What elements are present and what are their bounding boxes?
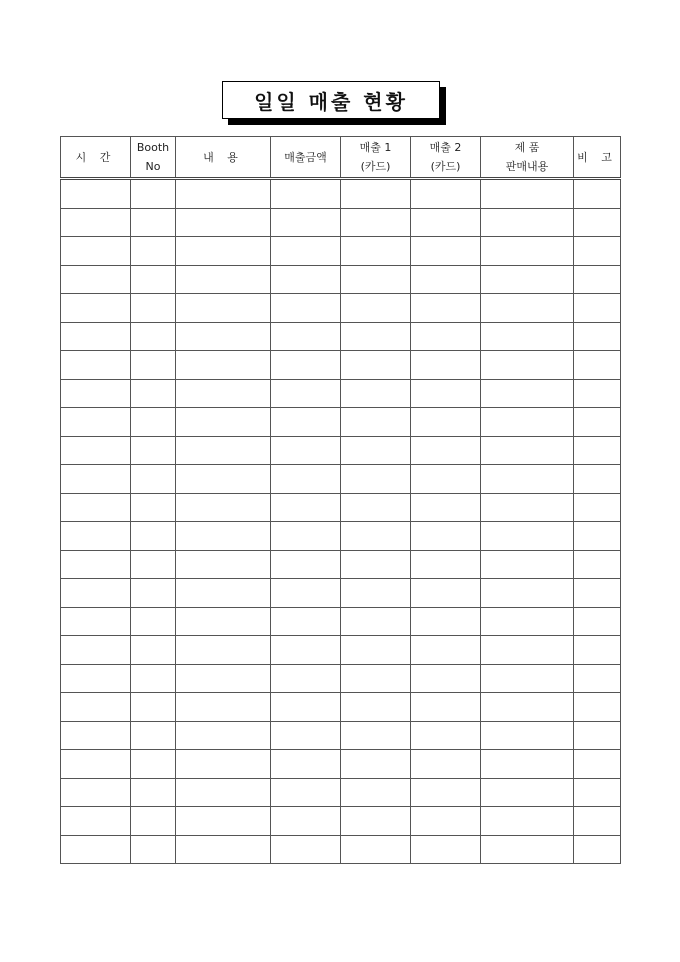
table-cell-product-sales-detail (481, 522, 574, 551)
table-cell-time (61, 522, 131, 551)
table-cell-sales-1-card (341, 778, 411, 807)
column-header-label: 비 고 (577, 150, 617, 164)
table-row (61, 522, 621, 551)
table-cell-sales-amount (271, 179, 341, 209)
table-cell-content (176, 522, 271, 551)
table-cell-product-sales-detail (481, 636, 574, 665)
table-cell-product-sales-detail (481, 179, 574, 209)
table-cell-booth-no (131, 265, 176, 294)
table-cell-product-sales-detail (481, 664, 574, 693)
table-row (61, 408, 621, 437)
table-row (61, 351, 621, 380)
table-cell-time (61, 237, 131, 266)
table-cell-booth-no (131, 493, 176, 522)
table-cell-content (176, 636, 271, 665)
table-row (61, 465, 621, 494)
table-cell-sales-1-card (341, 607, 411, 636)
table-cell-product-sales-detail (481, 693, 574, 722)
table-row (61, 550, 621, 579)
table-cell-sales-1-card (341, 693, 411, 722)
table-row (61, 778, 621, 807)
column-header-sales-amount (271, 137, 341, 179)
table-row (61, 750, 621, 779)
column-header-label: 매출 2 (429, 141, 462, 154)
table-cell-time (61, 351, 131, 380)
table-cell-sales-1-card (341, 265, 411, 294)
table-cell-sales-2-card (411, 351, 481, 380)
table-cell-product-sales-detail (481, 778, 574, 807)
table-cell-time (61, 208, 131, 237)
table-cell-sales-amount (271, 522, 341, 551)
table-cell-sales-amount (271, 778, 341, 807)
table-cell-content (176, 607, 271, 636)
table-cell-time (61, 750, 131, 779)
table-cell-product-sales-detail (481, 265, 574, 294)
table-cell-sales-1-card (341, 750, 411, 779)
table-row (61, 379, 621, 408)
column-header-label: 제 품 (514, 141, 540, 154)
table-cell-remarks (574, 322, 621, 351)
table-cell-sales-2-card (411, 579, 481, 608)
table-cell-time (61, 294, 131, 323)
table-cell-sales-amount (271, 208, 341, 237)
table-cell-booth-no (131, 807, 176, 836)
table-cell-sales-1-card (341, 465, 411, 494)
table-cell-sales-2-card (411, 693, 481, 722)
table-cell-product-sales-detail (481, 750, 574, 779)
table-cell-sales-1-card (341, 493, 411, 522)
table-cell-remarks (574, 208, 621, 237)
table-cell-sales-1-card (341, 179, 411, 209)
table-cell-remarks (574, 693, 621, 722)
table-cell-sales-2-card (411, 550, 481, 579)
table-cell-sales-2-card (411, 721, 481, 750)
table-cell-content (176, 750, 271, 779)
table-row (61, 721, 621, 750)
table-cell-sales-1-card (341, 721, 411, 750)
table-cell-remarks (574, 237, 621, 266)
table-cell-content (176, 208, 271, 237)
column-header-label: No (145, 160, 161, 173)
table-cell-sales-2-card (411, 835, 481, 864)
table-cell-remarks (574, 664, 621, 693)
table-row (61, 835, 621, 864)
table-cell-product-sales-detail (481, 465, 574, 494)
table-cell-content (176, 693, 271, 722)
table-cell-content (176, 493, 271, 522)
table-cell-product-sales-detail (481, 493, 574, 522)
table-cell-sales-2-card (411, 522, 481, 551)
table-cell-content (176, 465, 271, 494)
table-cell-time (61, 579, 131, 608)
table-row (61, 179, 621, 209)
table-cell-sales-2-card (411, 408, 481, 437)
table-cell-content (176, 265, 271, 294)
table-body (61, 179, 621, 864)
title-box (222, 81, 440, 119)
table-cell-sales-2-card (411, 778, 481, 807)
table-cell-sales-amount (271, 607, 341, 636)
table-cell-time (61, 607, 131, 636)
column-header-label: Booth (136, 141, 170, 154)
column-header-product-sales-detail (481, 137, 574, 179)
table-cell-sales-amount (271, 294, 341, 323)
table-cell-content (176, 351, 271, 380)
table-cell-product-sales-detail (481, 721, 574, 750)
daily-sales-table (60, 136, 621, 864)
table-cell-booth-no (131, 351, 176, 380)
table-cell-remarks (574, 579, 621, 608)
table-cell-product-sales-detail (481, 807, 574, 836)
table-cell-remarks (574, 265, 621, 294)
table-cell-booth-no (131, 835, 176, 864)
table-cell-content (176, 322, 271, 351)
table-row (61, 322, 621, 351)
table-cell-sales-1-card (341, 579, 411, 608)
table-cell-time (61, 379, 131, 408)
table-cell-content (176, 778, 271, 807)
table-cell-time (61, 322, 131, 351)
table-cell-booth-no (131, 408, 176, 437)
table-cell-booth-no (131, 208, 176, 237)
table-cell-booth-no (131, 436, 176, 465)
table-cell-time (61, 265, 131, 294)
column-header-label: 판매내용 (505, 160, 549, 173)
table-cell-sales-2-card (411, 607, 481, 636)
table-cell-content (176, 721, 271, 750)
table-cell-product-sales-detail (481, 294, 574, 323)
table-cell-content (176, 807, 271, 836)
table-cell-booth-no (131, 693, 176, 722)
table-cell-remarks (574, 807, 621, 836)
table-cell-remarks (574, 550, 621, 579)
table-cell-product-sales-detail (481, 208, 574, 237)
table-cell-remarks (574, 408, 621, 437)
table-cell-booth-no (131, 721, 176, 750)
table-cell-time (61, 408, 131, 437)
table-cell-sales-2-card (411, 436, 481, 465)
table-cell-booth-no (131, 664, 176, 693)
column-header-content (176, 137, 271, 179)
table-cell-sales-amount (271, 322, 341, 351)
table-cell-time (61, 693, 131, 722)
table-cell-time (61, 721, 131, 750)
table-cell-sales-1-card (341, 664, 411, 693)
table-cell-sales-2-card (411, 636, 481, 665)
table-row (61, 664, 621, 693)
table-cell-time (61, 493, 131, 522)
table-cell-sales-2-card (411, 493, 481, 522)
table-cell-sales-2-card (411, 294, 481, 323)
table-cell-product-sales-detail (481, 835, 574, 864)
table-cell-booth-no (131, 294, 176, 323)
table-row (61, 294, 621, 323)
table-cell-sales-1-card (341, 550, 411, 579)
table-cell-content (176, 237, 271, 266)
table-cell-sales-amount (271, 237, 341, 266)
table-row (61, 237, 621, 266)
table-cell-time (61, 835, 131, 864)
table-cell-sales-amount (271, 750, 341, 779)
table-cell-booth-no (131, 522, 176, 551)
table-cell-sales-1-card (341, 322, 411, 351)
table-row (61, 493, 621, 522)
column-header-time (61, 137, 131, 179)
column-header-label: 매출 1 (359, 141, 392, 154)
table-cell-sales-2-card (411, 265, 481, 294)
table-cell-remarks (574, 294, 621, 323)
table-cell-product-sales-detail (481, 322, 574, 351)
table-cell-sales-amount (271, 807, 341, 836)
table-cell-sales-amount (271, 265, 341, 294)
table-cell-sales-amount (271, 579, 341, 608)
table-cell-sales-amount (271, 493, 341, 522)
table-cell-booth-no (131, 237, 176, 266)
table-cell-sales-1-card (341, 807, 411, 836)
table-cell-booth-no (131, 465, 176, 494)
table-cell-booth-no (131, 322, 176, 351)
table-row (61, 607, 621, 636)
page-title: 일일 매출 현황 (254, 89, 408, 114)
table-cell-sales-1-card (341, 351, 411, 380)
table-cell-booth-no (131, 179, 176, 209)
table-cell-content (176, 664, 271, 693)
table-cell-sales-2-card (411, 179, 481, 209)
table-cell-sales-amount (271, 693, 341, 722)
table-cell-remarks (574, 351, 621, 380)
table-cell-time (61, 636, 131, 665)
table-cell-product-sales-detail (481, 579, 574, 608)
table-cell-sales-1-card (341, 379, 411, 408)
column-header-label: 내 용 (203, 150, 243, 164)
table-cell-sales-amount (271, 835, 341, 864)
column-header-booth-no (131, 137, 176, 179)
table-cell-sales-amount (271, 436, 341, 465)
table-cell-product-sales-detail (481, 550, 574, 579)
table-cell-time (61, 807, 131, 836)
table-cell-product-sales-detail (481, 436, 574, 465)
column-header-label: (카드) (430, 160, 461, 173)
table-row (61, 436, 621, 465)
table-cell-remarks (574, 636, 621, 665)
table-cell-sales-amount (271, 408, 341, 437)
table-cell-booth-no (131, 550, 176, 579)
table-cell-remarks (574, 750, 621, 779)
table-cell-booth-no (131, 778, 176, 807)
table-cell-sales-2-card (411, 322, 481, 351)
table-cell-content (176, 408, 271, 437)
table-cell-remarks (574, 465, 621, 494)
table-row (61, 693, 621, 722)
document-title-banner (222, 81, 448, 127)
table-cell-sales-2-card (411, 208, 481, 237)
table-cell-sales-amount (271, 351, 341, 380)
table-cell-sales-amount (271, 465, 341, 494)
table-cell-sales-2-card (411, 750, 481, 779)
table-cell-sales-1-card (341, 835, 411, 864)
table-cell-sales-1-card (341, 636, 411, 665)
table-cell-remarks (574, 522, 621, 551)
column-header-sales-2-card (411, 137, 481, 179)
table-cell-remarks (574, 436, 621, 465)
table-cell-content (176, 579, 271, 608)
column-header-label: 시 간 (75, 150, 116, 164)
table-cell-sales-2-card (411, 465, 481, 494)
table-header-row (61, 137, 621, 179)
column-header-remarks (574, 137, 621, 179)
table-cell-booth-no (131, 636, 176, 665)
table-cell-sales-2-card (411, 379, 481, 408)
table-cell-sales-amount (271, 550, 341, 579)
table-cell-booth-no (131, 607, 176, 636)
table-cell-sales-2-card (411, 807, 481, 836)
table-cell-sales-amount (271, 636, 341, 665)
table-cell-content (176, 294, 271, 323)
table-cell-time (61, 664, 131, 693)
table-cell-booth-no (131, 579, 176, 608)
table-cell-content (176, 379, 271, 408)
table-cell-sales-amount (271, 379, 341, 408)
table-cell-time (61, 550, 131, 579)
table-cell-remarks (574, 179, 621, 209)
table-cell-product-sales-detail (481, 237, 574, 266)
table-cell-product-sales-detail (481, 408, 574, 437)
column-header-label: (카드) (360, 160, 391, 173)
table-cell-content (176, 436, 271, 465)
column-header-sales-1-card (341, 137, 411, 179)
table-row (61, 208, 621, 237)
table-cell-time (61, 179, 131, 209)
table-row (61, 265, 621, 294)
table-cell-content (176, 835, 271, 864)
table-cell-remarks (574, 778, 621, 807)
table-cell-remarks (574, 607, 621, 636)
table-cell-sales-1-card (341, 208, 411, 237)
table-cell-content (176, 179, 271, 209)
table-cell-remarks (574, 493, 621, 522)
table-cell-remarks (574, 835, 621, 864)
table-cell-sales-1-card (341, 237, 411, 266)
table-cell-product-sales-detail (481, 351, 574, 380)
table-cell-time (61, 436, 131, 465)
table-cell-sales-1-card (341, 522, 411, 551)
table-cell-sales-amount (271, 664, 341, 693)
column-header-label: 매출금액 (284, 150, 327, 164)
table-row (61, 579, 621, 608)
table-cell-product-sales-detail (481, 607, 574, 636)
table-row (61, 636, 621, 665)
table-cell-sales-1-card (341, 294, 411, 323)
table-cell-time (61, 778, 131, 807)
table-cell-remarks (574, 721, 621, 750)
table-cell-sales-2-card (411, 237, 481, 266)
table-cell-product-sales-detail (481, 379, 574, 408)
table-cell-remarks (574, 379, 621, 408)
table-cell-sales-amount (271, 721, 341, 750)
table-row (61, 807, 621, 836)
table-cell-booth-no (131, 379, 176, 408)
table-cell-sales-1-card (341, 408, 411, 437)
table-cell-sales-1-card (341, 436, 411, 465)
table-cell-sales-2-card (411, 664, 481, 693)
table-cell-content (176, 550, 271, 579)
table-cell-booth-no (131, 750, 176, 779)
table-cell-time (61, 465, 131, 494)
